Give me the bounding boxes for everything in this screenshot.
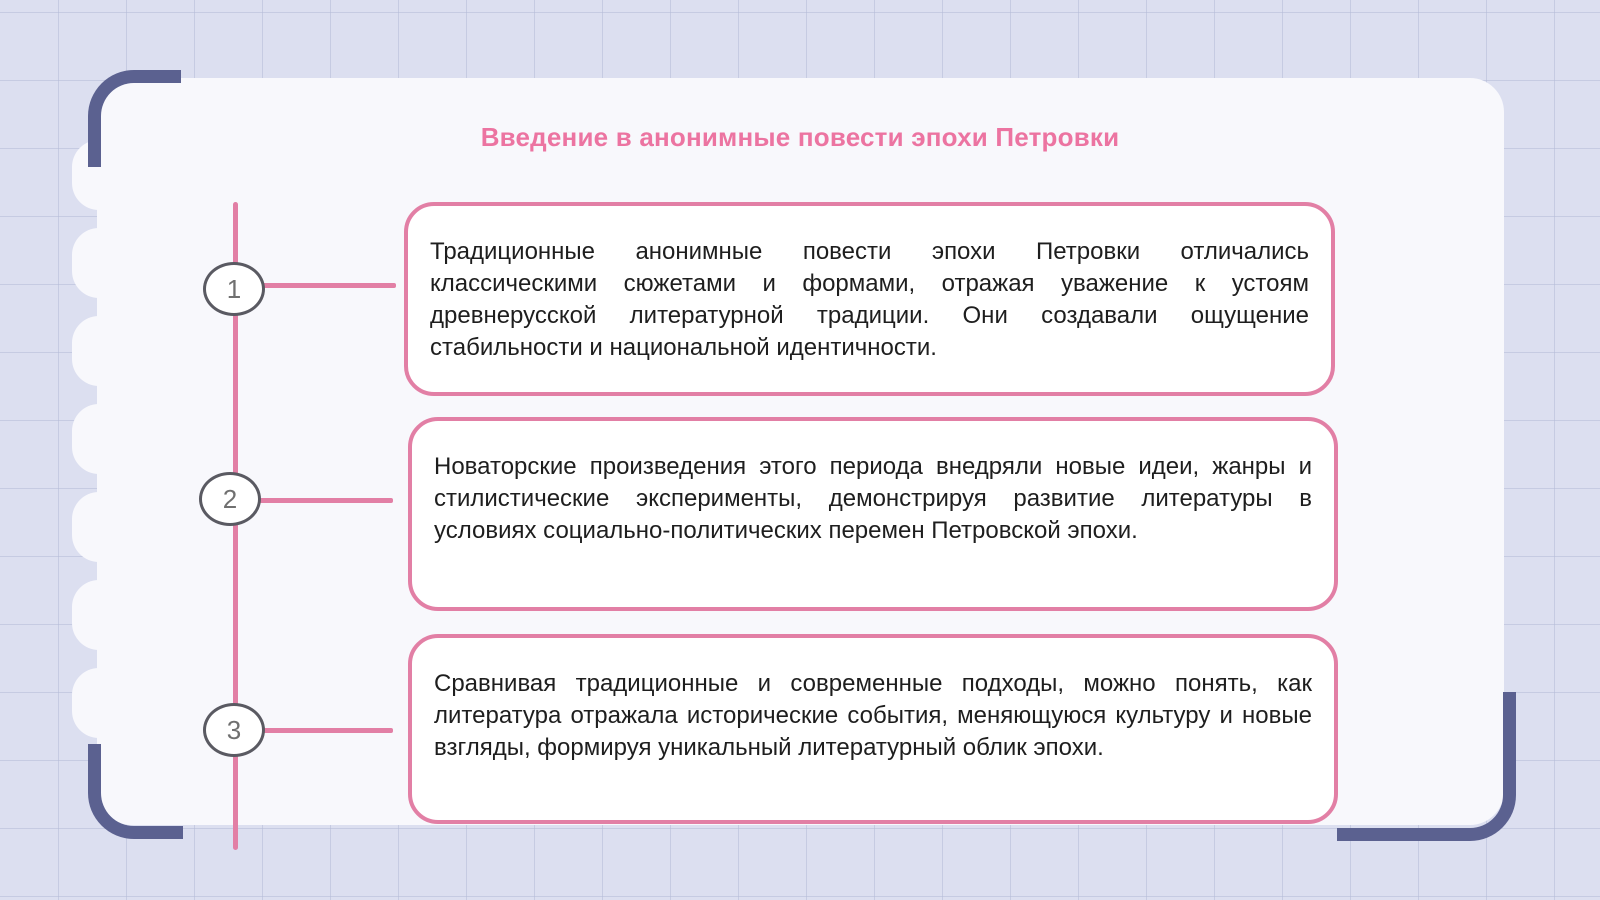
connector-line-2	[238, 498, 393, 503]
card-scallop	[72, 316, 126, 386]
text-box-1-text: Традиционные анонимные повести эпохи Петровки отличались классическими сюжетами и формами, отражая уважение к устоям древнерусской литературной традиции. Они создавали ощущение стабильности и национальной идентичности.	[430, 238, 1309, 361]
frame-corner-bottom-left	[88, 744, 183, 839]
text-box-3-text: Сравнивая традиционные и современные подходы, можно понять, как литература отражала исторические события, меняющуюся культуру и новые взгляды, формируя уникальный литературный облик эпохи.	[434, 670, 1312, 761]
frame-corner-top-left	[88, 70, 181, 167]
text-box-2-text: Новаторские произведения этого периода внедряли новые идеи, жанры и стилистические эксперименты, демонстрируя развитие литературы в условиях социально-политических перемен Петровской эпохи.	[434, 453, 1312, 544]
text-box-2	[408, 417, 1338, 611]
slide-title: Введение в анонимные повести эпохи Петровки	[480, 122, 1120, 152]
text-box-1	[404, 202, 1335, 396]
card-scallop	[72, 492, 126, 562]
card-scallop	[72, 580, 126, 650]
step-number-3: 3	[203, 703, 265, 757]
card-scallop	[72, 668, 126, 738]
step-number-2: 2	[199, 472, 261, 526]
frame-corner-bottom-right	[1337, 692, 1516, 841]
card-scallop	[72, 404, 126, 474]
text-box-3	[408, 634, 1338, 824]
card-scallop	[72, 228, 126, 298]
step-number-1: 1	[203, 262, 265, 316]
